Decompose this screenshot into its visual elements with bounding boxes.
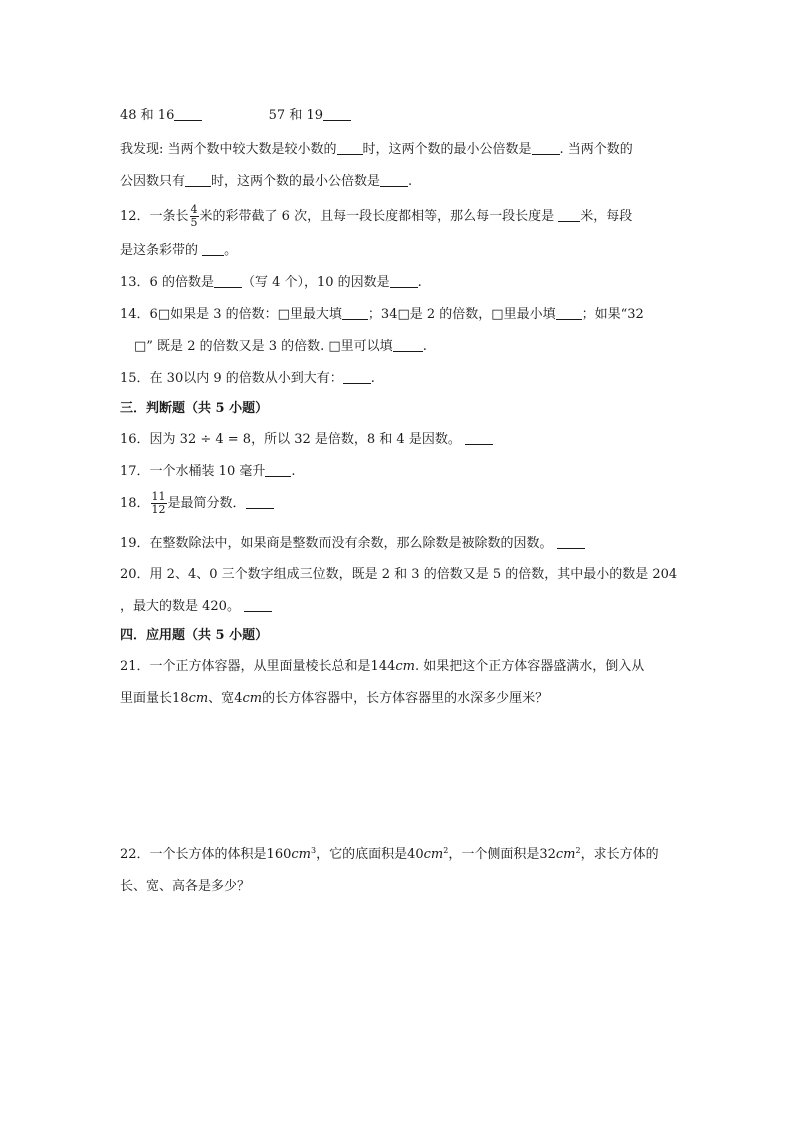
- answer-blank[interactable]: [337, 141, 363, 155]
- answer-blank[interactable]: [214, 274, 242, 288]
- answer-blank[interactable]: [174, 107, 202, 121]
- section-4-heading: 四．应用题（共 5 小题）: [120, 628, 269, 643]
- question-12-line-1: 12．一条长 $\frac{4}{5}$ 米的彩带截了 6 次，且每一段长度都相等，那么每一段长度是 米，每段: [120, 203, 633, 229]
- fraction-eleven-twelfths: $\frac{11}{12}$: [151, 490, 166, 516]
- answer-blank[interactable]: [558, 208, 580, 222]
- discovery-line-1: 我发现: 当两个数中较大数是较小数的 时，这两个数的最小公倍数是 . 当两个数的: [120, 142, 633, 157]
- question-20-line-2: ，最大的数是 420。: [120, 598, 272, 615]
- answer-blank[interactable]: [557, 535, 585, 549]
- question-12-line-2: 是这条彩带的 。: [120, 243, 238, 258]
- answer-blank[interactable]: [265, 463, 291, 477]
- answer-blank[interactable]: [343, 370, 371, 384]
- answer-blank[interactable]: [532, 141, 560, 155]
- answer-blank[interactable]: [342, 306, 368, 320]
- pair-48-16: 48 和 16: [120, 108, 175, 123]
- discovery-line-2: 公因数只有 时，这两个数的最小公倍数是 .: [120, 174, 413, 189]
- fraction-four-fifths: $\frac{4}{5}$: [190, 203, 198, 229]
- question-17: 17．一个水桶装 10 毫升 .: [120, 464, 296, 479]
- question-16: 16．因为 32 ÷ 4 = 8，所以 32 是倍数，8 和 4 是因数。: [120, 431, 493, 448]
- answer-blank[interactable]: [244, 598, 272, 612]
- question-22-line-1: 22．一个长方体的体积是$160cm^3$，它的底面积是$40cm^2$，一个侧面积是$32cm^2$，求长方体的: [120, 846, 659, 862]
- pair-57-19: 57 和 19: [268, 108, 323, 123]
- section-3-heading: 三．判断题（共 5 小题）: [120, 401, 269, 416]
- question-19: 19．在整数除法中，如果商是整数而没有余数，那么除数是被除数的因数。: [120, 535, 585, 552]
- answer-blank[interactable]: [556, 306, 582, 320]
- answer-blank[interactable]: [185, 173, 211, 187]
- question-15: 15．在 30以内 9 的倍数从小到大有： .: [120, 371, 375, 386]
- answer-blank[interactable]: [202, 242, 224, 256]
- answer-blank[interactable]: [393, 338, 423, 352]
- question-22-line-2: 长、宽、高各是多少？: [120, 879, 251, 894]
- answer-blank[interactable]: [390, 274, 418, 288]
- answer-blank[interactable]: [465, 431, 493, 445]
- question-14-line-2: □” 既是 2 的倍数又是 3 的倍数. □里可以填 .: [134, 339, 427, 354]
- question-14-line-1: 14．6□如果是 3 的倍数：□里最大填 ；34□是 2 的倍数，□里最小填 ；如果“32: [120, 307, 644, 322]
- answer-blank[interactable]: [380, 173, 408, 187]
- pairs-row: [120, 107, 351, 124]
- question-21-line-2: 里面量长18cm、宽4cm的长方体容器中，长方体容器里的水深多少厘米？: [120, 691, 549, 706]
- question-20-line-1: 20．用 2、4、0 三个数字组成三位数，既是 2 和 3 的倍数又是 5 的倍数，其中最小的数是 204: [120, 567, 678, 582]
- question-21-line-1: 21．一个正方体容器，从里面量棱长总和是144cm. 如果把这个正方体容器盛满水，倒入从: [120, 659, 645, 674]
- question-13: 13．6 的倍数是 （写 4 个），10 的因数是 .: [120, 275, 422, 290]
- answer-blank[interactable]: [246, 495, 274, 509]
- answer-blank[interactable]: [323, 107, 351, 121]
- question-18: 18． $\frac{11}{12}$ 是最简分数．: [120, 491, 274, 516]
